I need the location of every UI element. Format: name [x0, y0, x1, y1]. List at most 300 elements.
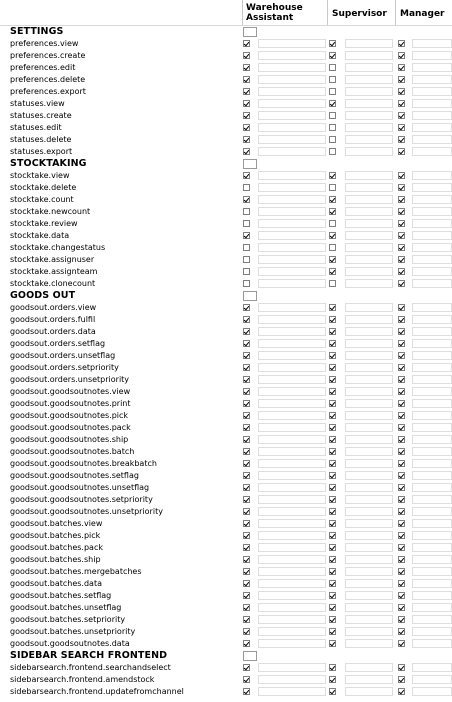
permission-checkbox[interactable] [243, 112, 250, 119]
permission-cell [258, 675, 326, 684]
permission-cell [412, 111, 452, 120]
permission-checkbox[interactable] [329, 304, 336, 311]
permission-label: goodsout.orders.data [10, 327, 96, 336]
permission-checkbox[interactable] [329, 520, 336, 527]
permission-cell [412, 207, 452, 216]
permission-checkbox[interactable] [243, 520, 250, 527]
permission-label: goodsout.goodsoutnotes.batch [10, 447, 135, 456]
permission-row [0, 578, 452, 590]
permission-cell [258, 255, 326, 264]
permission-checkbox[interactable] [329, 436, 336, 443]
permission-checkbox[interactable] [329, 664, 336, 671]
permission-checkbox[interactable] [398, 256, 405, 263]
permission-cell [412, 615, 452, 624]
permission-checkbox[interactable] [243, 364, 250, 371]
permission-checkbox[interactable] [329, 604, 336, 611]
permission-cell [412, 135, 452, 144]
permission-checkbox[interactable] [243, 316, 250, 323]
permission-cell [258, 423, 326, 432]
permission-checkbox[interactable] [243, 352, 250, 359]
permission-checkbox[interactable] [243, 376, 250, 383]
permission-cell [345, 567, 393, 576]
permission-checkbox[interactable] [243, 328, 250, 335]
permission-checkbox[interactable] [329, 676, 336, 683]
permission-cell [345, 195, 393, 204]
permission-checkbox[interactable] [243, 472, 250, 479]
permission-row [0, 374, 452, 386]
permission-checkbox[interactable] [243, 208, 250, 215]
permission-checkbox[interactable] [329, 412, 336, 419]
permission-checkbox[interactable] [243, 580, 250, 587]
permission-cell [258, 207, 326, 216]
permission-checkbox[interactable] [398, 460, 405, 467]
permission-checkbox[interactable] [243, 148, 250, 155]
permission-label: goodsout.batches.unsetpriority [10, 627, 136, 636]
permission-checkbox[interactable] [243, 40, 250, 47]
permission-checkbox[interactable] [329, 592, 336, 599]
permission-label: statuses.create [10, 111, 72, 120]
permission-checkbox[interactable] [329, 580, 336, 587]
permission-cell [345, 243, 393, 252]
permission-cell [258, 627, 326, 636]
permission-checkbox[interactable] [329, 172, 336, 179]
column-divider [242, 0, 243, 26]
permission-checkbox[interactable] [398, 436, 405, 443]
section-select-all-checkbox[interactable] [243, 27, 257, 37]
permission-row [0, 146, 452, 158]
permission-checkbox[interactable] [243, 52, 250, 59]
permission-cell [345, 627, 393, 636]
permission-label: goodsout.orders.unsetpriority [10, 375, 130, 384]
permission-row [0, 326, 452, 338]
permission-checkbox[interactable] [398, 556, 405, 563]
permission-checkbox[interactable] [398, 232, 405, 239]
permission-label: stocktake.clonecount [10, 279, 96, 288]
permission-cell [258, 39, 326, 48]
permission-cell [258, 51, 326, 60]
permission-checkbox[interactable] [329, 280, 336, 287]
permission-checkbox[interactable] [398, 304, 405, 311]
permission-cell [412, 423, 452, 432]
permission-row [0, 626, 452, 638]
permission-checkbox[interactable] [329, 340, 336, 347]
permission-label: goodsout.batches.view [10, 519, 103, 528]
permission-cell [412, 339, 452, 348]
permission-cell [345, 507, 393, 516]
permission-checkbox[interactable] [329, 400, 336, 407]
permission-row [0, 470, 452, 482]
section-title: SIDEBAR SEARCH FRONTEND [10, 650, 168, 661]
permission-checkbox[interactable] [243, 232, 250, 239]
permission-checkbox[interactable] [243, 436, 250, 443]
section-select-all-checkbox[interactable] [243, 291, 257, 301]
permission-cell [258, 399, 326, 408]
permission-row [0, 422, 452, 434]
section-select-all-checkbox[interactable] [243, 651, 257, 661]
permission-checkbox[interactable] [329, 532, 336, 539]
permission-cell [258, 111, 326, 120]
permission-cell [412, 327, 452, 336]
permission-row [0, 206, 452, 218]
permission-checkbox[interactable] [329, 388, 336, 395]
permission-checkbox[interactable] [398, 268, 405, 275]
permission-checkbox[interactable] [329, 100, 336, 107]
permission-checkbox[interactable] [329, 568, 336, 575]
permission-checkbox[interactable] [243, 460, 250, 467]
permission-checkbox[interactable] [329, 196, 336, 203]
permission-cell [345, 327, 393, 336]
permission-checkbox[interactable] [329, 688, 336, 695]
permission-cell [412, 675, 452, 684]
permission-checkbox[interactable] [243, 448, 250, 455]
section-title: SETTINGS [10, 26, 64, 37]
permission-checkbox[interactable] [243, 592, 250, 599]
permission-cell [258, 543, 326, 552]
permission-cell [412, 411, 452, 420]
permission-cell [345, 387, 393, 396]
permission-checkbox[interactable] [329, 220, 336, 227]
permission-cell [412, 219, 452, 228]
permission-row [0, 566, 452, 578]
permission-checkbox[interactable] [398, 604, 405, 611]
permission-row [0, 218, 452, 230]
permission-checkbox[interactable] [398, 448, 405, 455]
permission-label: goodsout.goodsoutnotes.unsetpriority [10, 507, 163, 516]
permission-checkbox[interactable] [398, 664, 405, 671]
permission-checkbox[interactable] [329, 244, 336, 251]
permission-checkbox[interactable] [243, 220, 250, 227]
permission-cell [345, 471, 393, 480]
permission-checkbox[interactable] [329, 208, 336, 215]
permission-checkbox[interactable] [398, 100, 405, 107]
permission-checkbox[interactable] [398, 136, 405, 143]
permission-label: statuses.export [10, 147, 73, 156]
permission-checkbox[interactable] [329, 268, 336, 275]
permission-checkbox[interactable] [329, 148, 336, 155]
permission-checkbox[interactable] [398, 208, 405, 215]
permission-label: statuses.view [10, 99, 65, 108]
permission-checkbox[interactable] [398, 112, 405, 119]
permission-checkbox[interactable] [243, 136, 250, 143]
permission-label: stocktake.changestatus [10, 243, 106, 252]
permission-checkbox[interactable] [243, 688, 250, 695]
permission-checkbox[interactable] [243, 604, 250, 611]
permission-label: goodsout.orders.fulfil [10, 315, 96, 324]
permission-cell [258, 459, 326, 468]
permission-row [0, 506, 452, 518]
permission-row [0, 398, 452, 410]
permission-checkbox[interactable] [243, 556, 250, 563]
permission-cell [412, 519, 452, 528]
permission-cell [345, 495, 393, 504]
permission-cell [258, 99, 326, 108]
permission-checkbox[interactable] [329, 544, 336, 551]
permission-checkbox[interactable] [398, 388, 405, 395]
permission-checkbox[interactable] [329, 364, 336, 371]
permission-label: sidebarsearch.frontend.updatefromchannel [10, 687, 184, 696]
permission-cell [412, 459, 452, 468]
permission-checkbox[interactable] [398, 640, 405, 647]
permission-checkbox[interactable] [243, 664, 250, 671]
permission-checkbox[interactable] [329, 52, 336, 59]
permission-checkbox[interactable] [398, 364, 405, 371]
permission-checkbox[interactable] [398, 220, 405, 227]
permission-checkbox[interactable] [243, 172, 250, 179]
permission-checkbox[interactable] [398, 544, 405, 551]
permission-cell [258, 591, 326, 600]
permission-cell [258, 63, 326, 72]
permission-cell [345, 639, 393, 648]
permission-cell [412, 387, 452, 396]
permission-row [0, 386, 452, 398]
permission-checkbox[interactable] [243, 532, 250, 539]
permission-row [0, 518, 452, 530]
permission-checkbox[interactable] [398, 196, 405, 203]
section-header-row [0, 650, 452, 662]
permission-checkbox[interactable] [243, 244, 250, 251]
permission-checkbox[interactable] [243, 88, 250, 95]
permission-row [0, 230, 452, 242]
permission-row [0, 482, 452, 494]
permission-checkbox[interactable] [398, 376, 405, 383]
permission-checkbox[interactable] [329, 352, 336, 359]
permission-checkbox[interactable] [398, 532, 405, 539]
permission-cell [412, 279, 452, 288]
permission-checkbox[interactable] [398, 64, 405, 71]
permission-checkbox[interactable] [243, 304, 250, 311]
permission-checkbox[interactable] [329, 472, 336, 479]
permission-checkbox[interactable] [398, 328, 405, 335]
permission-checkbox[interactable] [329, 40, 336, 47]
permission-label: stocktake.data [10, 231, 70, 240]
permission-checkbox[interactable] [329, 376, 336, 383]
permission-checkbox[interactable] [329, 460, 336, 467]
permission-cell [258, 363, 326, 372]
permission-checkbox[interactable] [243, 196, 250, 203]
permission-cell [258, 687, 326, 696]
permission-cell [345, 315, 393, 324]
permission-row [0, 50, 452, 62]
permission-checkbox[interactable] [398, 424, 405, 431]
permission-cell [258, 75, 326, 84]
permission-checkbox[interactable] [329, 640, 336, 647]
permission-cell [412, 627, 452, 636]
permission-checkbox[interactable] [329, 496, 336, 503]
permission-cell [412, 303, 452, 312]
permission-label: stocktake.newcount [10, 207, 91, 216]
permission-checkbox[interactable] [398, 628, 405, 635]
permission-cell [258, 483, 326, 492]
permission-checkbox[interactable] [398, 412, 405, 419]
permission-checkbox[interactable] [329, 616, 336, 623]
permission-checkbox[interactable] [398, 52, 405, 59]
permission-checkbox[interactable] [398, 472, 405, 479]
permission-checkbox[interactable] [243, 568, 250, 575]
permission-cell [345, 63, 393, 72]
permission-checkbox[interactable] [243, 64, 250, 71]
permission-checkbox[interactable] [243, 424, 250, 431]
permission-cell [345, 555, 393, 564]
permission-label: goodsout.goodsoutnotes.view [10, 387, 131, 396]
permission-cell [345, 39, 393, 48]
permission-row [0, 314, 452, 326]
permission-cell [258, 447, 326, 456]
permission-cell [258, 171, 326, 180]
permission-checkbox[interactable] [398, 568, 405, 575]
permission-cell [258, 183, 326, 192]
permission-checkbox[interactable] [398, 352, 405, 359]
permission-cell [345, 579, 393, 588]
permission-cell [345, 339, 393, 348]
permission-checkbox[interactable] [243, 616, 250, 623]
permission-checkbox[interactable] [329, 256, 336, 263]
section-select-all-checkbox[interactable] [243, 159, 257, 169]
permission-checkbox[interactable] [243, 124, 250, 131]
permission-checkbox[interactable] [398, 40, 405, 47]
permission-cell [412, 471, 452, 480]
permission-checkbox[interactable] [243, 412, 250, 419]
permission-cell [412, 399, 452, 408]
permission-checkbox[interactable] [329, 124, 336, 131]
permission-checkbox[interactable] [243, 484, 250, 491]
permission-checkbox[interactable] [243, 676, 250, 683]
permission-cell [258, 267, 326, 276]
permission-checkbox[interactable] [243, 628, 250, 635]
permission-checkbox[interactable] [398, 688, 405, 695]
permission-checkbox[interactable] [329, 484, 336, 491]
permission-cell [345, 591, 393, 600]
permission-checkbox[interactable] [398, 172, 405, 179]
permission-checkbox[interactable] [398, 88, 405, 95]
permission-checkbox[interactable] [243, 280, 250, 287]
permission-row [0, 542, 452, 554]
permission-cell [412, 435, 452, 444]
permission-checkbox[interactable] [398, 580, 405, 587]
permission-checkbox[interactable] [398, 124, 405, 131]
permission-checkbox[interactable] [329, 628, 336, 635]
permission-checkbox[interactable] [329, 76, 336, 83]
permission-checkbox[interactable] [243, 76, 250, 83]
permission-checkbox[interactable] [329, 508, 336, 515]
permission-checkbox[interactable] [398, 316, 405, 323]
permission-cell [258, 579, 326, 588]
permission-checkbox[interactable] [329, 112, 336, 119]
permission-checkbox[interactable] [243, 496, 250, 503]
permission-cell [412, 195, 452, 204]
permission-cell [412, 567, 452, 576]
permission-cell [345, 183, 393, 192]
permission-checkbox[interactable] [243, 184, 250, 191]
column-header-manager: Manager [400, 9, 445, 19]
permission-label: stocktake.count [10, 195, 74, 204]
permission-cell [258, 435, 326, 444]
permission-checkbox[interactable] [243, 268, 250, 275]
permission-checkbox[interactable] [243, 508, 250, 515]
permission-checkbox[interactable] [329, 424, 336, 431]
permission-cell [258, 339, 326, 348]
permission-cell [258, 135, 326, 144]
permission-row [0, 446, 452, 458]
permission-row [0, 86, 452, 98]
permission-checkbox[interactable] [398, 400, 405, 407]
permission-checkbox[interactable] [243, 340, 250, 347]
permission-cell [345, 483, 393, 492]
permission-label: preferences.delete [10, 75, 86, 84]
permission-row [0, 638, 452, 650]
permission-cell [258, 411, 326, 420]
permission-cell [412, 543, 452, 552]
permission-cell [258, 327, 326, 336]
permission-checkbox[interactable] [329, 328, 336, 335]
permission-checkbox[interactable] [329, 448, 336, 455]
permission-cell [345, 615, 393, 624]
permission-checkbox[interactable] [329, 184, 336, 191]
permission-label: goodsout.batches.data [10, 579, 102, 588]
permission-row [0, 362, 452, 374]
permission-label: goodsout.goodsoutnotes.ship [10, 435, 129, 444]
permission-cell [258, 639, 326, 648]
permission-cell [345, 531, 393, 540]
permission-checkbox[interactable] [398, 244, 405, 251]
permission-checkbox[interactable] [398, 592, 405, 599]
permission-checkbox[interactable] [398, 520, 405, 527]
permission-cell [258, 375, 326, 384]
permission-checkbox[interactable] [398, 76, 405, 83]
permission-checkbox[interactable] [243, 100, 250, 107]
permission-cell [412, 507, 452, 516]
permission-checkbox[interactable] [398, 496, 405, 503]
permission-checkbox[interactable] [243, 400, 250, 407]
permission-label: goodsout.goodsoutnotes.setflag [10, 471, 139, 480]
column-divider [395, 0, 396, 26]
permission-row [0, 194, 452, 206]
permission-cell [345, 603, 393, 612]
permission-checkbox[interactable] [398, 340, 405, 347]
permission-cell [412, 51, 452, 60]
permission-checkbox[interactable] [398, 616, 405, 623]
permission-label: goodsout.batches.pick [10, 531, 101, 540]
permission-checkbox[interactable] [398, 184, 405, 191]
permission-checkbox[interactable] [329, 88, 336, 95]
permission-checkbox[interactable] [398, 280, 405, 287]
permission-checkbox[interactable] [243, 256, 250, 263]
permission-checkbox[interactable] [243, 544, 250, 551]
permission-cell [412, 483, 452, 492]
permission-row [0, 674, 452, 686]
permission-label: goodsout.orders.unsetflag [10, 351, 116, 360]
permission-label: goodsout.goodsoutnotes.data [10, 639, 130, 648]
permission-cell [345, 51, 393, 60]
permission-checkbox[interactable] [329, 64, 336, 71]
permission-cell [258, 603, 326, 612]
permission-cell [258, 87, 326, 96]
permission-checkbox[interactable] [329, 232, 336, 239]
permission-label: goodsout.goodsoutnotes.pick [10, 411, 129, 420]
permission-checkbox[interactable] [398, 484, 405, 491]
permission-checkbox[interactable] [329, 556, 336, 563]
permission-checkbox[interactable] [398, 148, 405, 155]
permission-label: sidebarsearch.frontend.amendstock [10, 675, 155, 684]
permission-cell [345, 543, 393, 552]
permission-checkbox[interactable] [243, 388, 250, 395]
permission-checkbox[interactable] [243, 640, 250, 647]
permission-checkbox[interactable] [329, 136, 336, 143]
permission-checkbox[interactable] [329, 316, 336, 323]
permission-cell [345, 75, 393, 84]
permission-cell [345, 447, 393, 456]
permission-checkbox[interactable] [398, 508, 405, 515]
permission-checkbox[interactable] [398, 676, 405, 683]
